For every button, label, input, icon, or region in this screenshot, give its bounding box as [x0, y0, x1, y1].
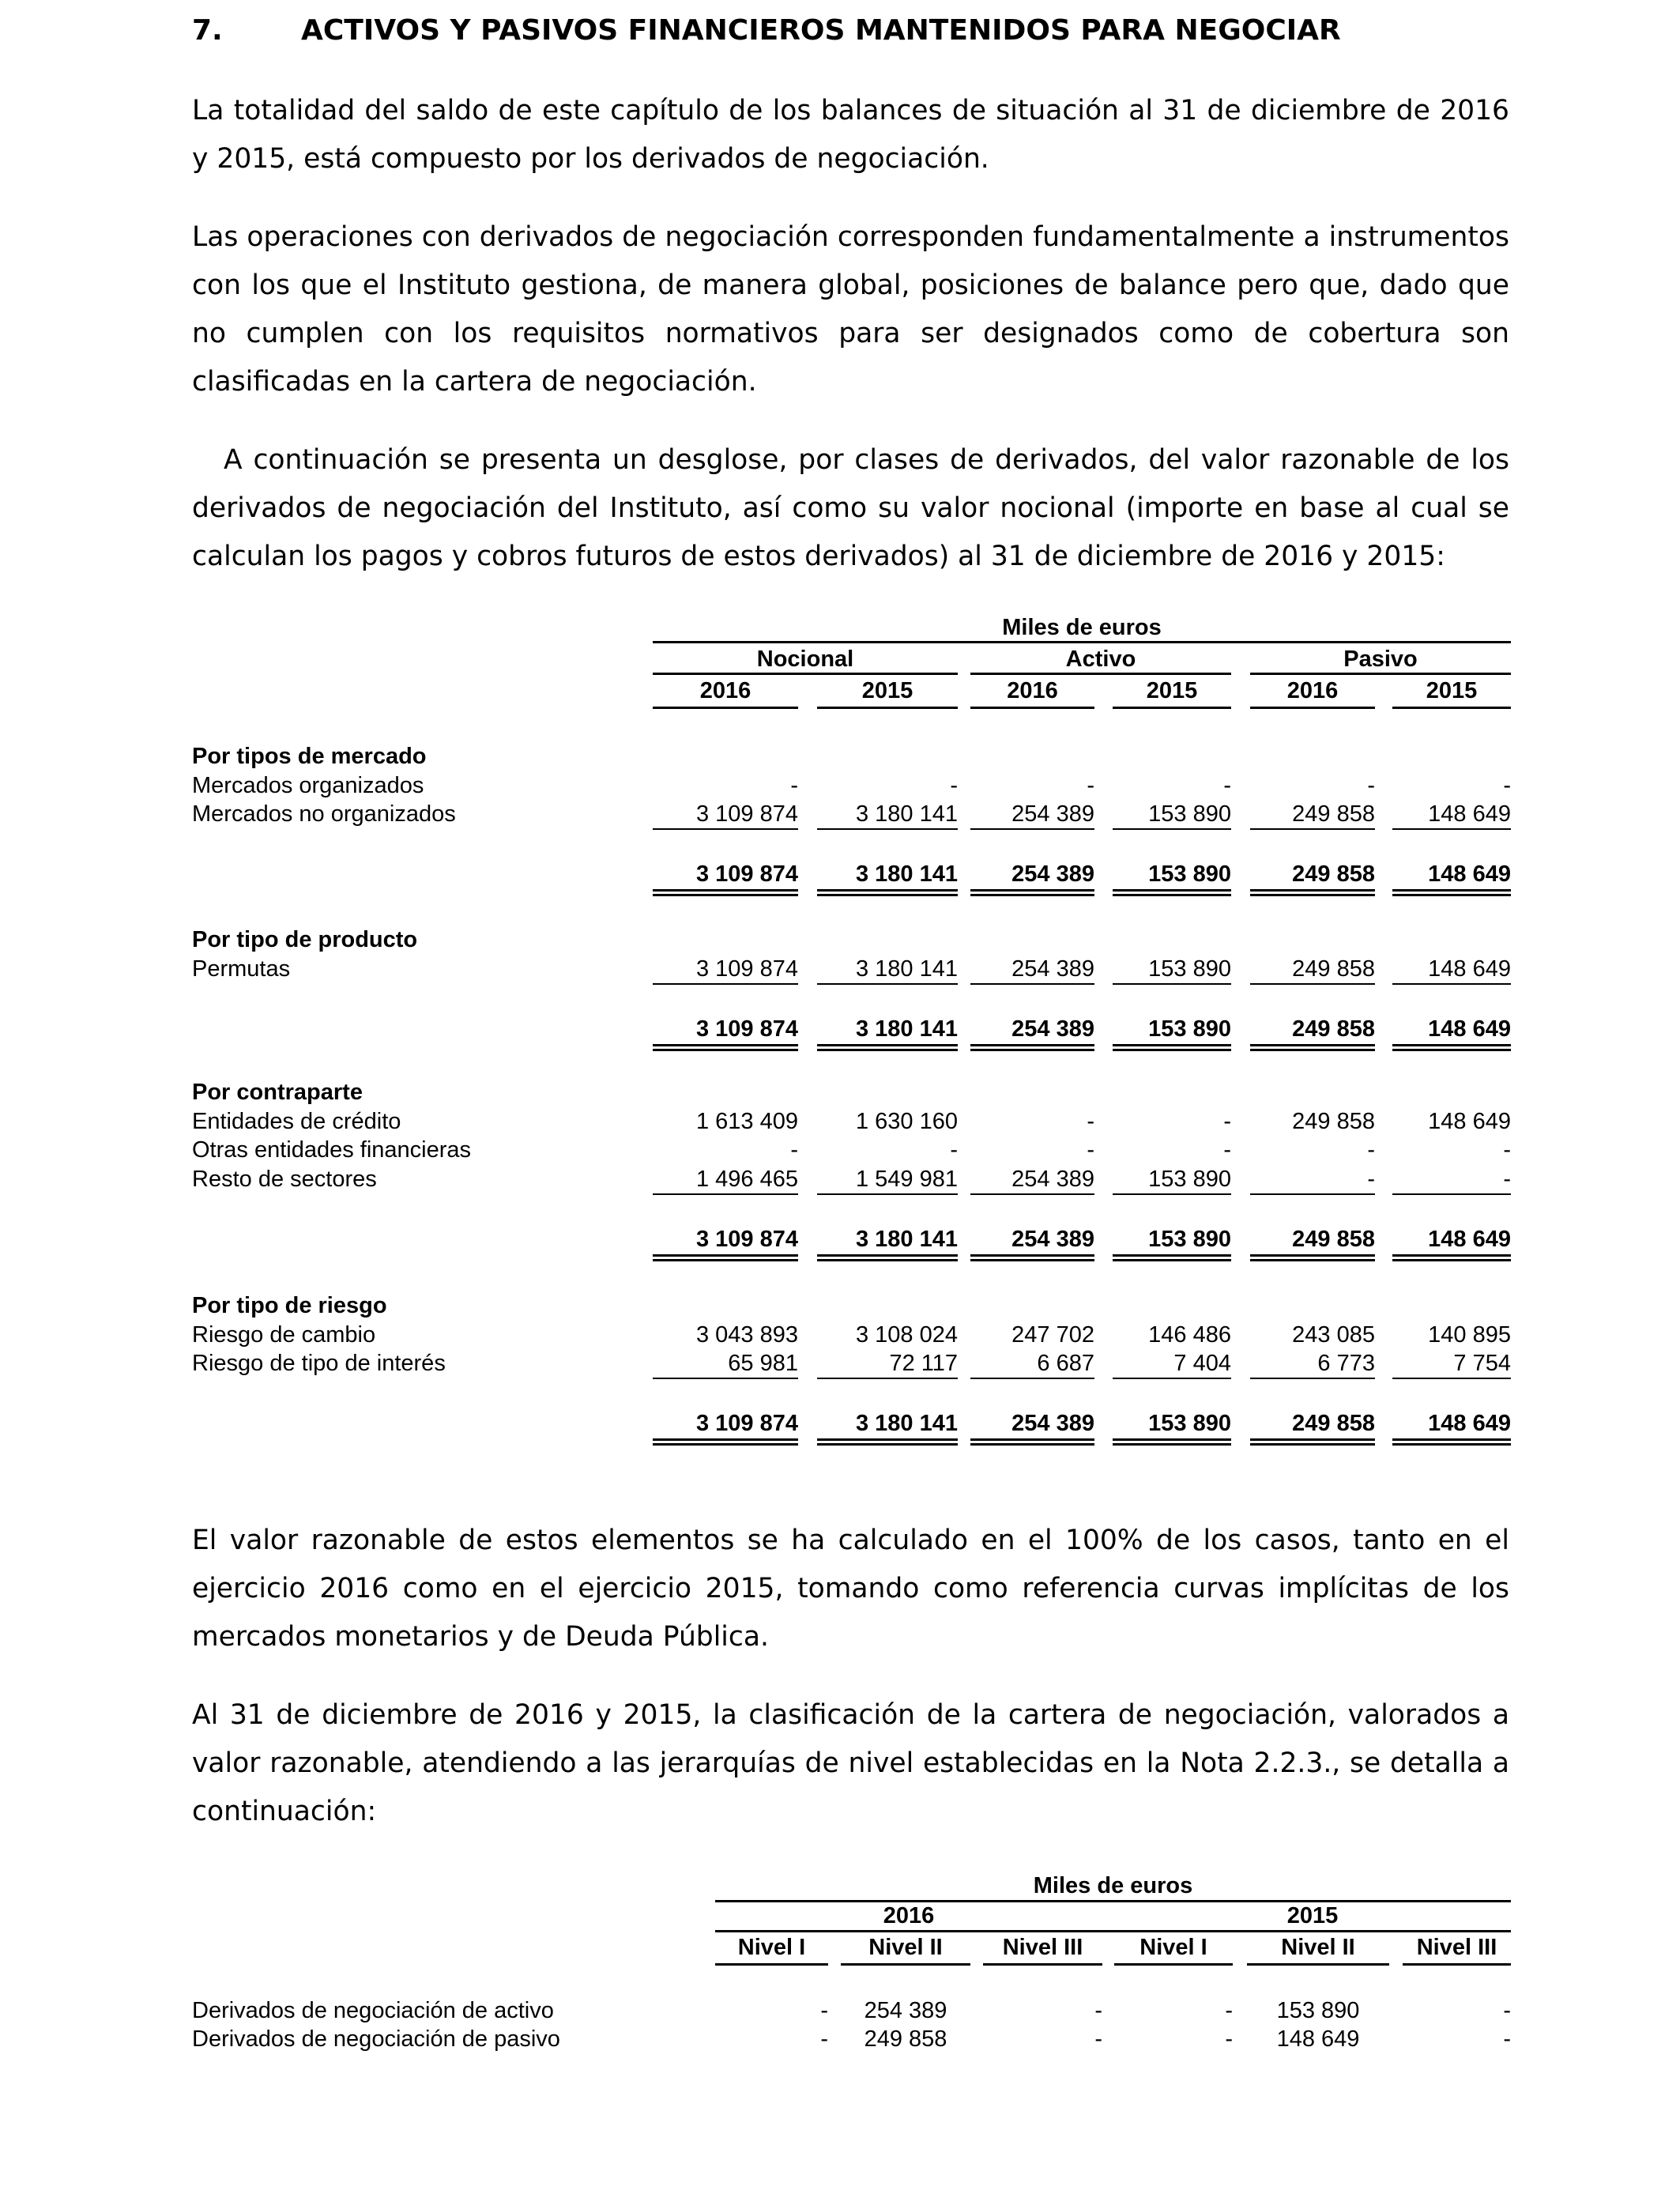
table1-cell: 249 858	[1292, 801, 1375, 827]
table1-year-rule	[817, 707, 958, 709]
table1-total-double-rule	[1250, 1254, 1375, 1261]
table1-total-cell: 148 649	[1428, 1411, 1511, 1436]
table1-total-cell: 249 858	[1292, 1411, 1375, 1436]
table1-subtotal-rule	[1392, 983, 1511, 985]
table1-total-double-rule	[1113, 1438, 1231, 1446]
table1-total-double-rule	[1392, 1438, 1511, 1446]
table2-cell: -	[820, 2026, 828, 2052]
table1-cell: -	[790, 1137, 798, 1163]
table1-total-double-rule	[817, 1438, 958, 1446]
table1-total-cell: 3 180 141	[855, 1226, 958, 1252]
table1-subtotal-rule	[1113, 983, 1231, 985]
table1-cell: 6 687	[1037, 1351, 1094, 1376]
table1-subtotal-rule	[1392, 1378, 1511, 1379]
table1-year-header: 2015	[1146, 678, 1198, 703]
table1-subtotal-rule	[1113, 828, 1231, 830]
table1-cell: -	[1087, 1108, 1094, 1134]
table1-row-label: Mercados organizados	[192, 772, 424, 798]
table1-cell: 1 630 160	[855, 1108, 958, 1134]
table1-row-label: Entidades de crédito	[192, 1108, 401, 1134]
table1-total-cell: 249 858	[1292, 861, 1375, 887]
table1-total-double-rule	[1113, 1254, 1231, 1261]
table2-level-rule	[841, 1963, 970, 1966]
section-title: ACTIVOS Y PASIVOS FINANCIEROS MANTENIDOS PARA NEGOCIAR	[301, 14, 1341, 47]
table1-cell: -	[1503, 772, 1511, 798]
table1-total-cell: 3 180 141	[855, 1016, 958, 1042]
table1-total-double-rule	[653, 1438, 798, 1446]
table1-cell: 72 117	[889, 1351, 958, 1376]
table1-cell: 1 549 981	[855, 1166, 958, 1192]
table2-level-rule	[1247, 1963, 1389, 1966]
table1-cell: -	[790, 772, 798, 798]
table2-level-rule	[715, 1963, 828, 1966]
table1-cell: -	[1503, 1166, 1511, 1192]
table2-unit: Miles de euros	[1033, 1873, 1193, 1898]
table2-cell: -	[1225, 1998, 1233, 2023]
table1-total-double-rule	[817, 1254, 958, 1261]
table1-subtotal-rule	[970, 1193, 1094, 1195]
table1-cell: 254 389	[1011, 801, 1094, 827]
table1-total-cell: 153 890	[1148, 1411, 1231, 1436]
table1-cell: 3 109 874	[695, 956, 798, 982]
table1-cell: 3 180 141	[855, 956, 958, 982]
table1-year-header: 2016	[699, 678, 751, 703]
table1-total-double-rule	[1250, 1438, 1375, 1446]
table1-cell: 243 085	[1292, 1321, 1375, 1348]
table1-subtotal-rule	[653, 1378, 798, 1379]
table1-cell: 3 180 141	[855, 801, 958, 827]
table2-cell: -	[1503, 1998, 1511, 2023]
table1-cell: -	[1087, 772, 1094, 798]
table1-year-header: 2015	[861, 678, 913, 703]
table1-total-double-rule	[653, 1044, 798, 1051]
table2-cell: -	[1094, 1998, 1102, 2023]
table1-cell: 65 981	[728, 1351, 798, 1376]
table1-row-label: Mercados no organizados	[192, 801, 456, 827]
table1-subtotal-rule	[817, 983, 958, 985]
nocional-rule	[653, 673, 958, 675]
table1-total-cell: 148 649	[1428, 1226, 1511, 1252]
table1-subtotal-rule	[1392, 828, 1511, 830]
table1-cell: 148 649	[1428, 801, 1511, 827]
table1-total-double-rule	[817, 1044, 958, 1051]
table1-unit-rule	[653, 641, 1511, 643]
table1-subtotal-rule	[970, 828, 1094, 830]
table1-subtotal-rule	[1250, 1378, 1375, 1379]
table1-total-cell: 153 890	[1148, 1226, 1231, 1252]
table1-unit: Miles de euros	[1002, 615, 1162, 640]
table1-year-rule	[653, 707, 798, 709]
table1-total-cell: 249 858	[1292, 1226, 1375, 1252]
table1-row-label: Otras entidades financieras	[192, 1137, 472, 1163]
table1-total-cell: 3 109 874	[695, 1226, 798, 1252]
table1-subtotal-rule	[653, 1193, 798, 1195]
table1-cell: 7 404	[1173, 1351, 1231, 1376]
table1-cell: -	[1223, 1137, 1231, 1163]
table1-subtotal-rule	[970, 1378, 1094, 1379]
table1-subtotal-rule	[1250, 828, 1375, 830]
table1-year-header: 2016	[1007, 678, 1058, 703]
table1-subtotal-rule	[1113, 1193, 1231, 1195]
table1-total-double-rule	[653, 889, 798, 896]
table2-cell: 148 649	[1276, 2026, 1360, 2052]
table2-cell: -	[1503, 2026, 1511, 2052]
table1-total-double-rule	[970, 1044, 1094, 1051]
table1-cell: -	[950, 772, 958, 798]
table1-cell: 146 486	[1148, 1321, 1231, 1348]
table1-total-cell: 254 389	[1011, 1226, 1094, 1252]
table1-subtotal-rule	[817, 828, 958, 830]
table1-year-rule	[1392, 707, 1511, 709]
table2-row-label: Derivados de negociación de pasivo	[192, 2026, 560, 2052]
table2-level-header: Nivel I	[1139, 1935, 1207, 1960]
table1-year-rule	[1250, 707, 1375, 709]
table1-row-label: Permutas	[192, 956, 291, 982]
table1-cell: -	[1367, 1137, 1375, 1163]
table1-cell: -	[1223, 1108, 1231, 1134]
table1-total-cell: 254 389	[1011, 1411, 1094, 1436]
table1-cell: 153 890	[1148, 1166, 1231, 1192]
table1-cell: 148 649	[1428, 1108, 1511, 1134]
table2-row-label: Derivados de negociación de activo	[192, 1998, 554, 2023]
table1-total-cell: 254 389	[1011, 861, 1094, 887]
table1-year-rule	[970, 707, 1094, 709]
table1-total-double-rule	[1113, 1044, 1231, 1051]
table1-total-cell: 153 890	[1148, 861, 1231, 887]
table1-subtotal-rule	[1250, 983, 1375, 985]
paragraph-2: Las operaciones con derivados de negociación corresponden fundamentalmente a instrumentos con los que el Instituto gestiona, de manera global, posiciones de balance pero que, dado que no cumplen con los requisitos normativos para ser designados como de cobertura son clasificadas en la cartera de negociación.	[192, 221, 1509, 398]
table1-section-title: Por tipo de riesgo	[192, 1293, 387, 1318]
table1-total-cell: 3 180 141	[855, 1411, 958, 1436]
table1-total-cell: 254 389	[1011, 1016, 1094, 1042]
table1-total-cell: 3 109 874	[695, 1016, 798, 1042]
table1-total-cell: 249 858	[1292, 1016, 1375, 1042]
paragraph-1: La totalidad del saldo de este capítulo de los balances de situación al 31 de diciembre de 2016 y 2015, está compuesto por los derivados de negociación.	[192, 95, 1509, 175]
table1-total-double-rule	[970, 889, 1094, 896]
table1-row-label: Resto de sectores	[192, 1166, 377, 1192]
table1-row-label: Riesgo de tipo de interés	[192, 1351, 446, 1376]
table2-cell: 153 890	[1276, 1998, 1360, 2023]
table1-cell: 254 389	[1011, 956, 1094, 982]
table1-section-title: Por tipos de mercado	[192, 744, 427, 769]
table1-total-double-rule	[1250, 1044, 1375, 1051]
table1-cell: 1 496 465	[695, 1166, 798, 1192]
paragraph-5: Al 31 de diciembre de 2016 y 2015, la clasificación de la cartera de negociación, valorados a valor razonable, atendiendo a las jerarquías de nivel establecidas en la Nota 2.2.3., se detalla a continuación:	[192, 1699, 1509, 1827]
table1-cell: -	[1367, 772, 1375, 798]
table2-year-2016: 2016	[883, 1903, 935, 1928]
table1-subtotal-rule	[1113, 1378, 1231, 1379]
pasivo-rule	[1250, 673, 1511, 675]
table2-level-header: Nivel II	[1281, 1935, 1355, 1960]
table1-cell: -	[1367, 1166, 1375, 1192]
table1-cell: -	[1223, 772, 1231, 798]
table1-cell: -	[1087, 1137, 1094, 1163]
table1-total-cell: 148 649	[1428, 1016, 1511, 1042]
table1-cell: -	[1503, 1137, 1511, 1163]
table1-row-label: Riesgo de cambio	[192, 1321, 376, 1348]
table2-level-header: Nivel II	[868, 1935, 943, 1960]
table1-total-cell: 153 890	[1148, 1016, 1231, 1042]
table2-cell: -	[1225, 2026, 1233, 2052]
table1-total-cell: 3 180 141	[855, 861, 958, 887]
table2-level-header: Nivel III	[1002, 1935, 1083, 1960]
table2-cell: 249 858	[864, 2026, 947, 2052]
table2-cell: -	[1094, 2026, 1102, 2052]
section-number: 7.	[192, 14, 223, 47]
table1-subtotal-rule	[817, 1378, 958, 1379]
table1-year-header: 2015	[1426, 678, 1478, 703]
table1-cell: 7 754	[1453, 1351, 1511, 1376]
table1-total-double-rule	[1392, 1044, 1511, 1051]
table2-year-2015: 2015	[1286, 1903, 1339, 1928]
table2-cell: -	[820, 1998, 828, 2023]
table1-cell: 3 043 893	[695, 1321, 798, 1348]
table1-cell: 148 649	[1428, 956, 1511, 982]
table1-section-title: Por contraparte	[192, 1080, 363, 1105]
table1-cell: 249 858	[1292, 956, 1375, 982]
table1-total-cell: 148 649	[1428, 861, 1511, 887]
table1-cell: 153 890	[1148, 801, 1231, 827]
table2-level-rule	[1114, 1963, 1233, 1966]
table1-total-double-rule	[1392, 1254, 1511, 1261]
table1-cell: 3 109 874	[695, 801, 798, 827]
table1-total-cell: 3 109 874	[695, 861, 798, 887]
table1-subtotal-rule	[1392, 1193, 1511, 1195]
table1-cell: 249 858	[1292, 1108, 1375, 1134]
table1-cell: 247 702	[1011, 1321, 1094, 1348]
paragraph-4: El valor razonable de estos elementos se ha calculado en el 100% de los casos, tanto en el ejercicio 2016 como en el ejercicio 2015, tomando como referencia curvas implícitas de los mercados monetarios y de Deuda Pública.	[192, 1525, 1509, 1653]
table1-subtotal-rule	[970, 983, 1094, 985]
table1-cell: 254 389	[1011, 1166, 1094, 1192]
table1-year-header: 2016	[1286, 678, 1339, 703]
table1-cell: 6 773	[1317, 1351, 1375, 1376]
table1-total-double-rule	[1113, 889, 1231, 896]
table1-total-cell: 3 109 874	[695, 1411, 798, 1436]
table1-cell: 140 895	[1428, 1321, 1511, 1348]
table1-subtotal-rule	[653, 828, 798, 830]
table1-cell: 3 108 024	[855, 1321, 958, 1348]
table1-cell: 153 890	[1148, 956, 1231, 982]
group-pasivo: Pasivo	[1343, 647, 1418, 672]
table1-year-rule	[1113, 707, 1231, 709]
table2-level-header: Nivel I	[737, 1935, 806, 1960]
table2-cell: 254 389	[864, 1998, 947, 2023]
table1-total-double-rule	[1392, 889, 1511, 896]
table2-year-rule	[715, 1930, 1511, 1932]
section-heading	[192, 11, 1341, 51]
table1-section-title: Por tipo de producto	[192, 927, 418, 952]
table2-level-rule	[1403, 1963, 1511, 1966]
table1-cell: 1 613 409	[695, 1108, 798, 1134]
table1-subtotal-rule	[817, 1193, 958, 1195]
table1-total-double-rule	[653, 1254, 798, 1261]
table2-level-header: Nivel III	[1416, 1935, 1497, 1960]
table1-total-double-rule	[817, 889, 958, 896]
table1-total-double-rule	[1250, 889, 1375, 896]
table2-level-rule	[983, 1963, 1102, 1966]
activo-rule	[970, 673, 1231, 675]
paragraph-3: A continuación se presenta un desglose, por clases de derivados, del valor razonable de los derivados de negociación del Instituto, así como su valor nocional (importe en base al cual se calculan los pagos y cobros futuros de estos derivados) al 31 de diciembre de 2016 y 2015:	[192, 444, 1509, 572]
table1-total-double-rule	[970, 1438, 1094, 1446]
table1-total-double-rule	[970, 1254, 1094, 1261]
table1-cell: -	[950, 1137, 958, 1163]
group-nocional: Nocional	[756, 647, 854, 672]
group-activo: Activo	[1065, 647, 1136, 672]
table1-subtotal-rule	[1250, 1193, 1375, 1195]
table1-subtotal-rule	[653, 983, 798, 985]
